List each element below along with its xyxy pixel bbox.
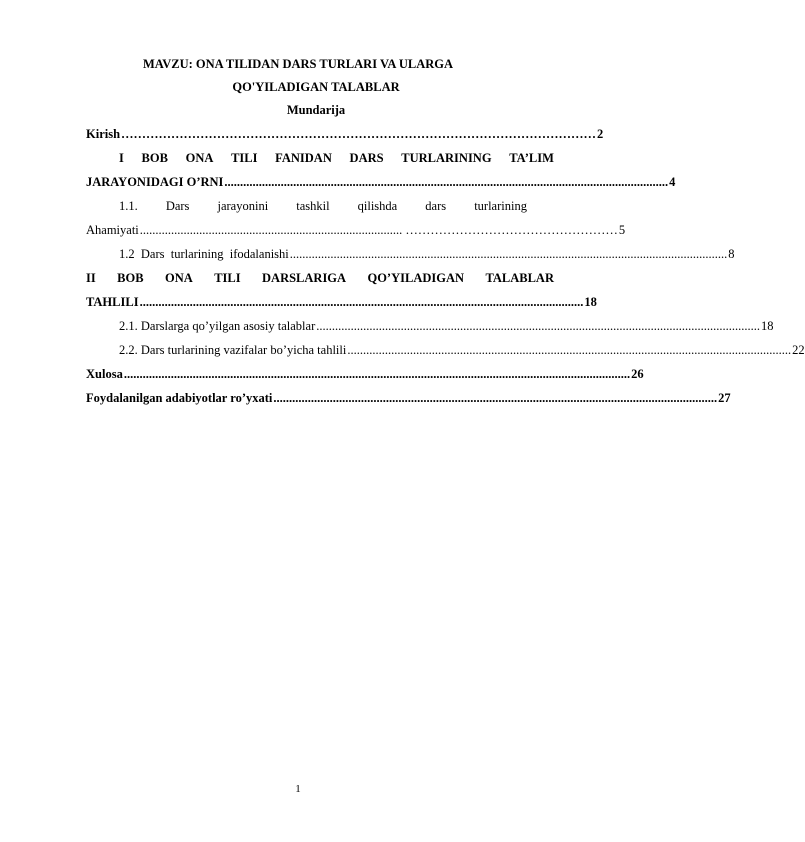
toc-entry-s2-1[interactable] [119,318,774,334]
word: TURLARINING [401,151,492,165]
word: BOB [117,271,144,285]
toc-leader-dots: …………………………………………………………………………………………………… [121,127,597,141]
word: FANIDAN [275,151,332,165]
toc-entry-chapter1-line2[interactable] [86,174,676,190]
word: II [86,271,96,285]
toc-leader-dots: .................................................................................................................................................................. [123,367,631,381]
word: I [119,151,124,165]
word: 1.1. [119,199,138,213]
toc-leader-dots: .............................................................................................................................................. [273,391,718,405]
toc-leader-dots: .................................................................................... …………………………………………… [139,223,618,237]
toc-entry-chapter2-line2[interactable] [86,294,597,310]
toc-leader-dots: .............................................................................................................................................. [347,343,792,357]
word: TILI [231,151,258,165]
toc-entry-s1-2[interactable] [119,246,735,262]
word: DARS [349,151,384,165]
toc-entry-chapter2-line1[interactable] [86,270,554,286]
toc-entry-chapter1-line1[interactable] [119,150,554,166]
toc-entry-s1-1-line1[interactable] [119,198,527,214]
word: tashkil [296,199,330,213]
word: ONA [185,151,214,165]
toc-entry-page: 2 [597,127,604,141]
toc-entry-page: 22 [792,343,805,357]
toc-entry-page: 4 [669,175,676,189]
toc-entry-s1-1-line2[interactable] [86,222,626,238]
toc-entry-label: 2.2. Dars turlarining vazifalar bo’yicha tahlili [119,343,347,357]
toc-entry-xulosa[interactable] [86,366,644,382]
toc-entry-label: Ahamiyati [86,223,139,237]
toc-entry-label: 2.1. Darslarga qo’yilgan asosiy talablar [119,319,316,333]
word: QO’YILADIGAN [367,271,465,285]
toc-leader-dots: ............................................................................................................................................ [289,247,728,261]
word: jarayonini [217,199,269,213]
title-line-2: QO'YILADIGAN TALABLAR [232,80,400,94]
word: BOB [141,151,168,165]
word: TALABLAR [485,271,554,285]
toc-leader-dots: .............................................................................................................................................. [224,175,669,189]
word: turlarining [474,199,527,213]
toc-entry-adabiyotlar[interactable] [86,390,731,406]
word: TILI [214,271,241,285]
toc-heading: Mundarija [286,103,346,117]
toc-entry-s2-2[interactable] [119,342,805,358]
toc-leader-dots: .............................................................................................................................................. [139,295,584,309]
toc-entry-page: 5 [618,223,626,237]
toc-leader-dots: .............................................................................................................................................. [316,319,760,333]
toc-entry-label: Kirish [86,127,121,141]
toc-entry-label: 1.2 Dars turlarining ifodalanishi [119,247,289,261]
word: dars [425,199,447,213]
page-number: 1 [295,783,301,795]
word: Dars [165,199,190,213]
toc-entry-page: 8 [728,247,735,261]
toc-entry-kirish[interactable] [86,126,604,142]
toc-entry-page: 27 [718,391,731,405]
word: TA’LIM [509,151,554,165]
title-line-1: MAVZU: ONA TILIDAN DARS TURLARI VA ULARGA [142,57,454,71]
word: ONA [164,271,193,285]
toc-entry-page: 18 [584,295,597,309]
toc-entry-label: Xulosa [86,367,123,381]
word: qilishda [357,199,398,213]
toc-entry-label: Foydalanilgan adabiyotlar ro’yxati [86,391,273,405]
toc-entry-label: JARAYONIDAGI O’RNI [86,175,224,189]
toc-entry-label: TAHLILI [86,295,139,309]
toc-entry-page: 18 [761,319,774,333]
toc-entry-page: 26 [631,367,644,381]
word: DARSLARIGA [262,271,347,285]
